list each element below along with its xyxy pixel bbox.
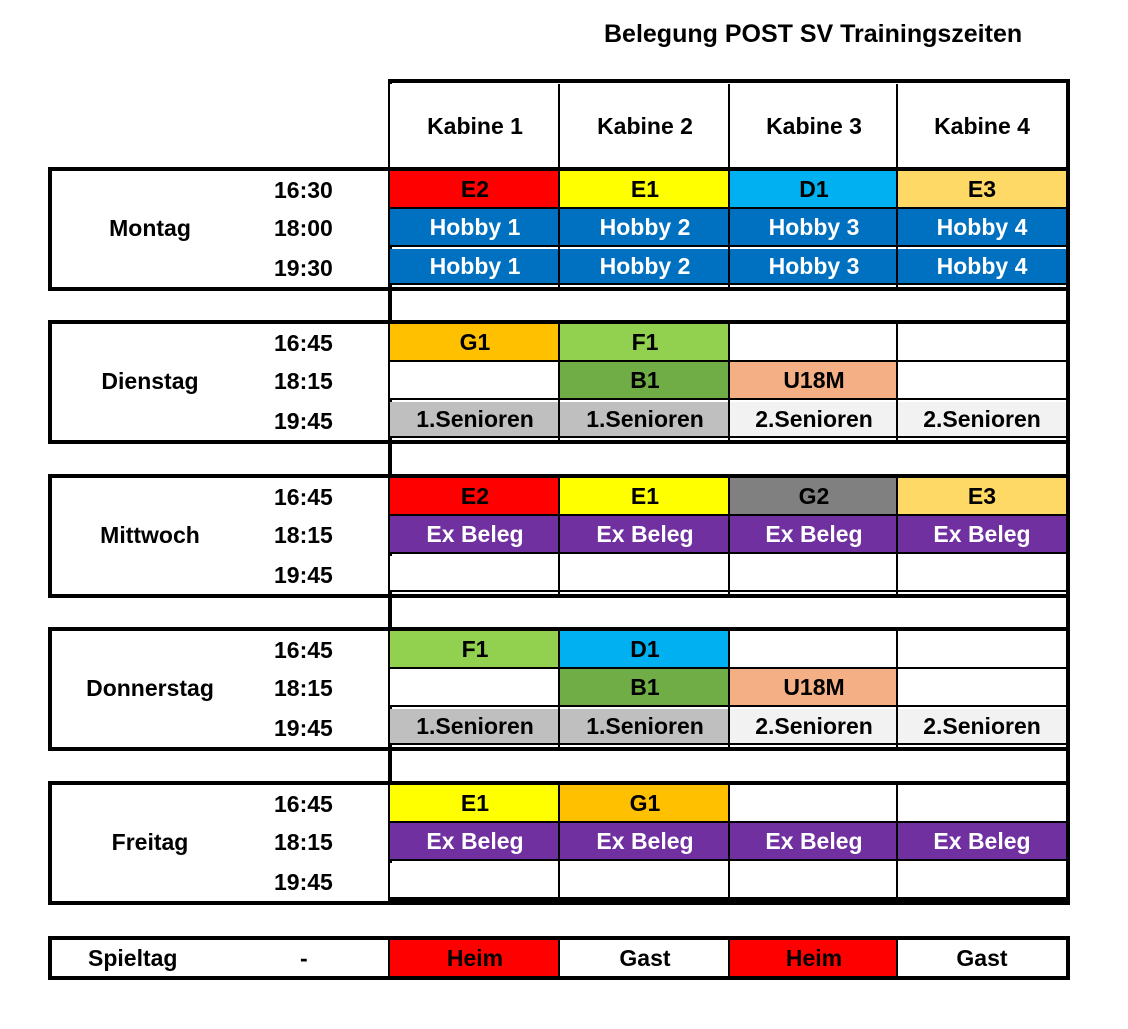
gap-top-line — [388, 442, 1070, 444]
slot-cell[interactable]: E3 — [898, 478, 1066, 514]
slot-cell[interactable]: 1.Senioren — [560, 709, 730, 743]
slot-cell[interactable]: Hobby 1 — [390, 209, 560, 245]
gap-top-line — [388, 596, 1070, 598]
column-divider — [558, 631, 560, 747]
column-divider — [728, 785, 730, 901]
matchday-column-divider — [558, 940, 560, 976]
slot-cell[interactable]: Hobby 4 — [898, 249, 1066, 283]
column-divider — [728, 478, 730, 594]
slot-cell[interactable]: Ex Beleg — [390, 823, 560, 859]
time-label: 16:45 — [274, 637, 333, 663]
slot-cell[interactable]: Ex Beleg — [898, 823, 1066, 859]
slot-cell[interactable]: Ex Beleg — [390, 516, 560, 552]
time-label: 19:45 — [274, 562, 333, 588]
day-block-top-line — [388, 167, 1070, 171]
time-label: 19:45 — [274, 715, 333, 741]
time-label: 18:15 — [274, 829, 333, 855]
column-divider — [728, 631, 730, 747]
slot-cell[interactable]: Hobby 3 — [730, 249, 898, 283]
time-label: 16:45 — [274, 791, 333, 817]
gap-top-line — [388, 749, 1070, 751]
column-divider — [896, 785, 898, 901]
cabin-header-3: Kabine 3 — [730, 84, 898, 168]
day-label-donnerstag: Donnerstag — [86, 675, 214, 701]
column-divider — [558, 785, 560, 901]
time-label: 16:30 — [274, 177, 333, 203]
slot-cell[interactable]: D1 — [560, 631, 730, 667]
slot-cell[interactable] — [390, 669, 560, 705]
time-label: 18:00 — [274, 215, 333, 241]
gap-top-line — [388, 289, 1070, 291]
time-label: 18:15 — [274, 368, 333, 394]
slot-cell[interactable] — [898, 631, 1066, 667]
day-label-montag: Montag — [109, 215, 191, 241]
slot-cell[interactable] — [898, 556, 1066, 590]
day-block-top-line — [388, 474, 1070, 478]
slot-cell[interactable]: E1 — [390, 785, 560, 821]
time-label: 18:15 — [274, 522, 333, 548]
slot-cell[interactable]: 2.Senioren — [898, 402, 1066, 436]
time-label: 18:15 — [274, 675, 333, 701]
matchday-cell[interactable]: Gast — [898, 940, 1066, 976]
slot-cell[interactable] — [560, 863, 730, 897]
time-label: 19:45 — [274, 408, 333, 434]
slot-cell[interactable]: 2.Senioren — [730, 709, 898, 743]
slot-cell[interactable]: Ex Beleg — [560, 823, 730, 859]
column-divider — [896, 324, 898, 440]
slot-cell[interactable]: Hobby 4 — [898, 209, 1066, 245]
time-label: 16:45 — [274, 484, 333, 510]
slot-cell[interactable]: 1.Senioren — [390, 402, 560, 436]
slot-cell[interactable]: Hobby 2 — [560, 209, 730, 245]
slot-cell[interactable]: F1 — [560, 324, 730, 360]
slot-cell[interactable]: B1 — [560, 362, 730, 398]
matchday-cell[interactable]: Heim — [730, 940, 898, 976]
slot-cell[interactable] — [898, 785, 1066, 821]
slot-cell[interactable]: E1 — [560, 171, 730, 207]
column-divider — [558, 478, 560, 594]
slot-cell[interactable]: D1 — [730, 171, 898, 207]
column-divider — [896, 171, 898, 287]
header-divider — [728, 84, 730, 168]
slot-cell[interactable]: Ex Beleg — [898, 516, 1066, 552]
slot-cell[interactable]: F1 — [390, 631, 560, 667]
column-divider — [558, 324, 560, 440]
slot-cell[interactable]: Hobby 1 — [390, 249, 560, 283]
matchday-column-divider — [728, 940, 730, 976]
matchday-time: - — [300, 945, 308, 971]
matchday-cell[interactable]: Heim — [390, 940, 560, 976]
slot-cell[interactable]: G1 — [560, 785, 730, 821]
slot-cell[interactable]: G1 — [390, 324, 560, 360]
slot-cell[interactable] — [730, 631, 898, 667]
column-divider — [896, 478, 898, 594]
page-title: Belegung POST SV Trainingszeiten — [604, 20, 1023, 48]
matchday-column-divider — [896, 940, 898, 976]
slot-cell[interactable]: B1 — [560, 669, 730, 705]
slot-cell[interactable]: 1.Senioren — [560, 402, 730, 436]
day-label-freitag: Freitag — [111, 829, 189, 855]
slot-cell[interactable]: E2 — [390, 171, 560, 207]
slot-cell[interactable] — [898, 324, 1066, 360]
day-block-top-line — [388, 627, 1070, 631]
cabin-header-1: Kabine 1 — [390, 84, 560, 168]
header-divider — [896, 84, 898, 168]
slot-cell[interactable]: E3 — [898, 171, 1066, 207]
time-label: 19:30 — [274, 255, 333, 281]
matchday-cell[interactable]: Gast — [560, 940, 730, 976]
slot-cell[interactable]: Ex Beleg — [560, 516, 730, 552]
slot-cell[interactable] — [898, 362, 1066, 398]
cabin-header-2: Kabine 2 — [560, 84, 730, 168]
slot-cell[interactable] — [390, 362, 560, 398]
slot-cell[interactable]: E2 — [390, 478, 560, 514]
day-block-top-line — [388, 320, 1070, 324]
slot-cell[interactable] — [730, 556, 898, 590]
slot-cell[interactable]: Hobby 2 — [560, 249, 730, 283]
column-divider — [558, 171, 560, 287]
slot-cell[interactable]: Hobby 3 — [730, 209, 898, 245]
column-divider — [728, 324, 730, 440]
column-divider — [896, 631, 898, 747]
slot-cell[interactable]: U18M — [730, 362, 898, 398]
column-divider — [728, 171, 730, 287]
day-label-mittwoch: Mittwoch — [100, 522, 200, 548]
time-label: 19:45 — [274, 869, 333, 895]
slot-cell[interactable] — [730, 324, 898, 360]
slot-cell[interactable] — [898, 669, 1066, 705]
day-label-dienstag: Dienstag — [101, 368, 199, 394]
slot-cell[interactable] — [898, 863, 1066, 897]
slot-cell[interactable] — [730, 785, 898, 821]
gap-top-line — [388, 903, 1070, 905]
day-block-top-line — [388, 781, 1070, 785]
slot-cell[interactable]: 2.Senioren — [730, 402, 898, 436]
time-label: 16:45 — [274, 330, 333, 356]
slot-cell[interactable]: U18M — [730, 669, 898, 705]
slot-cell[interactable]: G2 — [730, 478, 898, 514]
slot-cell[interactable] — [390, 556, 560, 590]
slot-cell[interactable] — [560, 556, 730, 590]
matchday-label: Spieltag — [88, 945, 178, 971]
header-divider — [558, 84, 560, 168]
slot-cell[interactable] — [390, 863, 560, 897]
slot-cell[interactable]: 1.Senioren — [390, 709, 560, 743]
slot-cell[interactable]: E1 — [560, 478, 730, 514]
slot-cell[interactable]: 2.Senioren — [898, 709, 1066, 743]
slot-cell[interactable] — [730, 863, 898, 897]
slot-cell[interactable]: Ex Beleg — [730, 516, 898, 552]
cabin-header-4: Kabine 4 — [898, 84, 1066, 168]
slot-cell[interactable]: Ex Beleg — [730, 823, 898, 859]
